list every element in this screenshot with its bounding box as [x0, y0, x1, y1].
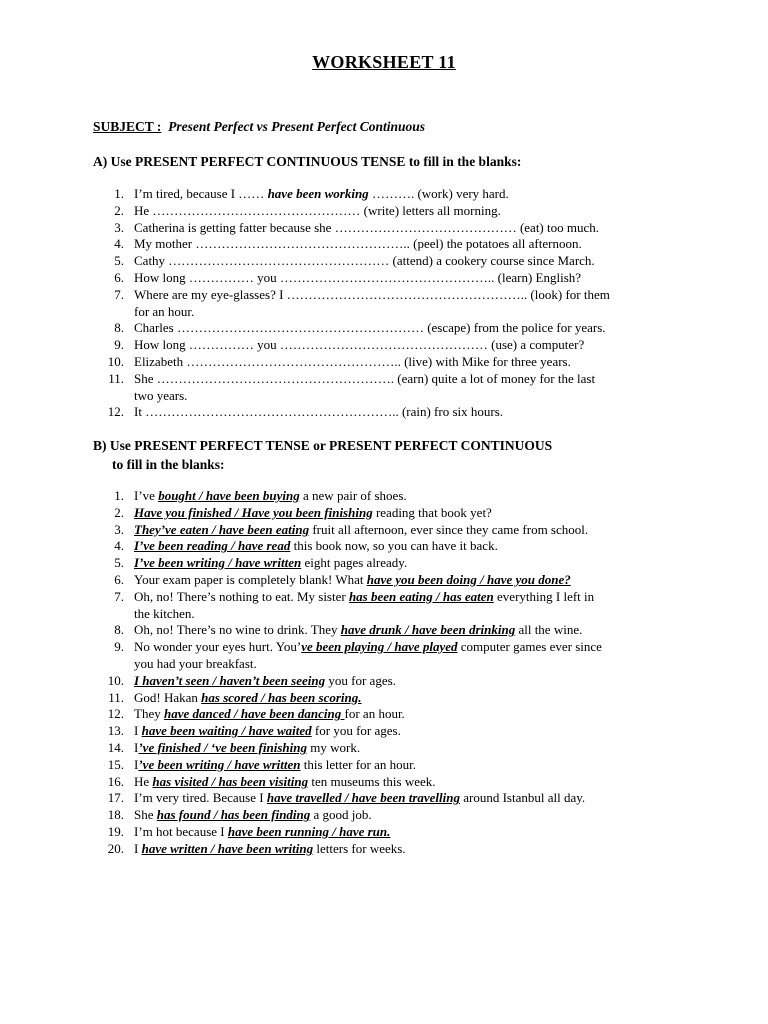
item-number: 4.: [114, 236, 124, 252]
list-item: [100, 723, 694, 740]
item-text: all the wine.: [515, 622, 583, 638]
item-number: 1.: [114, 488, 124, 503]
item-text: Charles ………………………………………………… (escape) from the police for years.: [134, 320, 606, 336]
item-number: 18.: [107, 807, 124, 823]
section-a-heading-text: A) Use PRESENT PERFECT CONTINUOUS TENSE to fill in the blanks:: [93, 154, 522, 169]
item-line: [134, 505, 694, 522]
answer-text: bought / have been buying: [158, 488, 300, 503]
item-text: the kitchen.: [134, 605, 195, 621]
answer-text: ’ve been writing / have written: [138, 756, 301, 772]
section-a-list: [100, 186, 694, 421]
list-item: [100, 757, 694, 774]
item-text: for you for ages.: [311, 723, 401, 739]
item-line: [134, 622, 694, 639]
item-number: 5.: [114, 253, 124, 269]
item-number: 12.: [107, 404, 124, 420]
answer-text: have written / have been writing: [141, 840, 314, 856]
item-number: 9.: [114, 337, 124, 353]
item-text: for an hour.: [344, 706, 405, 722]
item-text: eight pages already.: [301, 555, 408, 571]
item-line: [134, 236, 694, 253]
list-item: [100, 505, 694, 522]
answer-text: have drunk / have been drinking: [340, 622, 516, 638]
item-text: How long …………… you ………………………………………….. (learn) English?: [134, 269, 582, 285]
item-text: They: [134, 706, 164, 722]
item-text: Cathy …………………………………………… (attend) a cookery course since March.: [134, 253, 595, 269]
item-text: I: [134, 756, 139, 772]
list-item: [100, 673, 694, 690]
list-item: [100, 488, 694, 505]
item-text: a good job.: [310, 807, 372, 823]
list-item: [100, 371, 694, 405]
list-item: [100, 589, 694, 623]
item-text: Catherina is getting fatter because she …………………………………… (eat) too much.: [134, 219, 600, 235]
item-line: [134, 757, 694, 774]
item-line: [134, 337, 694, 354]
item-text: I’m hot because I: [134, 823, 228, 839]
list-item: [100, 572, 694, 589]
item-line: [134, 774, 694, 791]
item-line: [134, 522, 694, 539]
item-text: Oh, no! There’s no wine to drink. They: [134, 622, 341, 638]
answer-text: I’ve been writing / have written: [134, 555, 302, 571]
item-line: [134, 589, 694, 606]
list-item: [100, 774, 694, 791]
item-line: [134, 790, 694, 807]
answer-text: has found / has been finding: [156, 807, 311, 823]
item-text: two years.: [134, 387, 188, 403]
answer-text: ’ve finished / ‘ve been finishing: [138, 739, 307, 755]
list-item: [100, 220, 694, 237]
item-text: How long …………… you ………………………………………… (use) a computer?: [134, 337, 585, 353]
list-item: [100, 354, 694, 371]
item-line: [134, 371, 694, 388]
section-b-heading-line1: B) Use PRESENT PERFECT TENSE or PRESENT PERFECT CONTINUOUS: [93, 438, 553, 453]
item-text: you had your breakfast.: [134, 655, 257, 671]
item-text: ………. (work) very hard.: [368, 186, 509, 201]
item-number: 2.: [114, 504, 124, 520]
item-line: [134, 388, 694, 405]
item-line: [134, 807, 694, 824]
item-line: [134, 354, 694, 371]
item-number: 20.: [107, 840, 124, 856]
item-text: God! Hakan: [134, 689, 202, 705]
item-number: 7.: [114, 588, 124, 604]
item-text: I: [134, 840, 142, 856]
item-text: She ………………………………………………. (earn) quite a lot of money for the last: [134, 370, 596, 386]
answer-text: I haven’t seen / haven’t been seeing: [134, 672, 326, 688]
answer-text: They’ve eaten / have been eating: [134, 521, 310, 537]
item-text: Elizabeth ………………………………………….. (live) with Mike for three years.: [134, 353, 571, 369]
item-number: 5.: [114, 555, 124, 571]
item-number: 10.: [107, 353, 124, 369]
list-item: [100, 270, 694, 287]
item-number: 10.: [107, 672, 124, 688]
item-line: [134, 572, 694, 589]
list-item: [100, 538, 694, 555]
item-text: I’m very tired. Because I: [134, 790, 267, 806]
item-text: Your exam paper is completely blank! What: [134, 571, 367, 587]
item-text: this letter for an hour.: [300, 756, 417, 772]
answer-text: have travelled / have been travelling: [266, 790, 460, 806]
item-text: I: [134, 739, 139, 755]
item-line: [134, 723, 694, 740]
item-number: 11.: [108, 689, 124, 705]
subject-label: SUBJECT :: [93, 119, 162, 134]
list-item: [100, 337, 694, 354]
item-line: [134, 304, 694, 321]
item-text: He ………………………………………… (write) letters all morning.: [134, 202, 501, 218]
list-item: [100, 690, 694, 707]
list-item: [100, 253, 694, 270]
list-item: [100, 555, 694, 572]
answer-text: has scored / has been scoring.: [201, 689, 362, 705]
item-text: reading that book yet?: [372, 504, 492, 520]
item-line: [134, 538, 694, 555]
item-number: 13.: [107, 723, 124, 739]
item-line: [134, 673, 694, 690]
item-line: [134, 824, 694, 841]
item-line: [134, 270, 694, 287]
answer-text: have been working: [267, 186, 369, 201]
answer-text: has been eating / has eaten: [348, 588, 494, 604]
item-number: 8.: [114, 622, 124, 638]
answer-text: have danced / have been dancing: [163, 706, 345, 722]
item-number: 2.: [114, 202, 124, 218]
list-item: [100, 186, 694, 203]
item-line: [134, 656, 694, 673]
item-text: Oh, no! There’s nothing to eat. My sister: [134, 588, 349, 604]
item-text: for an hour.: [134, 303, 195, 319]
list-item: [100, 203, 694, 220]
item-number: 17.: [107, 790, 124, 806]
item-line: [134, 320, 694, 337]
answer-text: have been running / have run.: [227, 823, 391, 839]
subject-value: Present Perfect vs Present Perfect Continuous: [168, 119, 426, 134]
list-item: [100, 706, 694, 723]
item-number: 19.: [107, 823, 124, 839]
item-number: 4.: [114, 538, 124, 554]
answer-text: has visited / has been visiting: [152, 773, 309, 789]
list-item: [100, 320, 694, 337]
item-text: No wonder your eyes hurt. You’: [134, 639, 302, 655]
item-line: [134, 606, 694, 623]
section-b-list: [100, 488, 694, 858]
item-number: 9.: [114, 639, 124, 655]
list-item: [100, 841, 694, 858]
item-number: 14.: [107, 739, 124, 755]
item-text: He: [134, 773, 153, 789]
answer-text: have you been doing / have you done?: [366, 571, 571, 587]
item-number: 12.: [107, 706, 124, 722]
item-number: 11.: [108, 370, 124, 386]
item-text: you for ages.: [325, 672, 396, 688]
item-line: [134, 404, 694, 421]
answer-text: Have you finished / Have you been finishing: [134, 504, 373, 520]
item-text: fruit all afternoon, ever since they came from school.: [309, 521, 589, 537]
list-item: [100, 236, 694, 253]
item-line: [134, 706, 694, 723]
item-text: this book now, so you can have it back.: [290, 538, 498, 554]
answer-text: ve been playing / have played: [301, 639, 458, 655]
section-b-heading: [93, 436, 552, 474]
section-a-heading: [93, 152, 521, 171]
item-text: a new pair of shoes.: [299, 488, 407, 503]
item-line: [134, 287, 694, 304]
item-line: [134, 253, 694, 270]
item-text: my work.: [306, 739, 361, 755]
item-line: [134, 639, 694, 656]
list-item: [100, 287, 694, 321]
item-line: [134, 740, 694, 757]
item-text: everything I left in: [493, 588, 595, 604]
item-number: 6.: [114, 269, 124, 285]
section-b-heading-line2: to fill in the blanks:: [112, 457, 225, 472]
item-text: Where are my eye-glasses? I ……………………………………………….. (look) for them: [134, 286, 610, 302]
item-number: 16.: [107, 773, 124, 789]
list-item: [100, 404, 694, 421]
item-number: 7.: [114, 286, 124, 302]
item-text: I’m tired, because I ……: [134, 186, 268, 201]
answer-text: I’ve been reading / have read: [134, 538, 291, 554]
list-item: [100, 639, 694, 673]
item-number: 1.: [114, 186, 124, 201]
item-line: [134, 488, 694, 505]
subject-line: [93, 119, 425, 135]
item-text: around Istanbul all day.: [460, 790, 586, 806]
item-number: 3.: [114, 219, 124, 235]
list-item: [100, 740, 694, 757]
item-line: [134, 220, 694, 237]
answer-text: have been waiting / have waited: [141, 723, 312, 739]
list-item: [100, 522, 694, 539]
list-item: [100, 622, 694, 639]
item-line: [134, 841, 694, 858]
item-number: 3.: [114, 521, 124, 537]
list-item: [100, 790, 694, 807]
item-line: [134, 203, 694, 220]
item-number: 6.: [114, 571, 124, 587]
item-text: letters for weeks.: [313, 840, 406, 856]
item-text: My mother ………………………………………….. (peel) the potatoes all afternoon.: [134, 236, 582, 252]
item-text: She: [134, 807, 157, 823]
item-line: [134, 186, 694, 203]
item-text: ten museums this week.: [308, 773, 436, 789]
item-text: computer games ever since: [457, 639, 602, 655]
list-item: [100, 807, 694, 824]
item-number: 15.: [107, 756, 124, 772]
item-text: It ………………………………………………….. (rain) fro six hours.: [134, 404, 504, 420]
item-line: [134, 555, 694, 572]
list-item: [100, 824, 694, 841]
item-line: [134, 690, 694, 707]
page-title: WORKSHEET 11: [312, 52, 456, 72]
item-text: I: [134, 723, 142, 739]
item-text: I’ve: [134, 488, 159, 503]
item-number: 8.: [114, 320, 124, 336]
